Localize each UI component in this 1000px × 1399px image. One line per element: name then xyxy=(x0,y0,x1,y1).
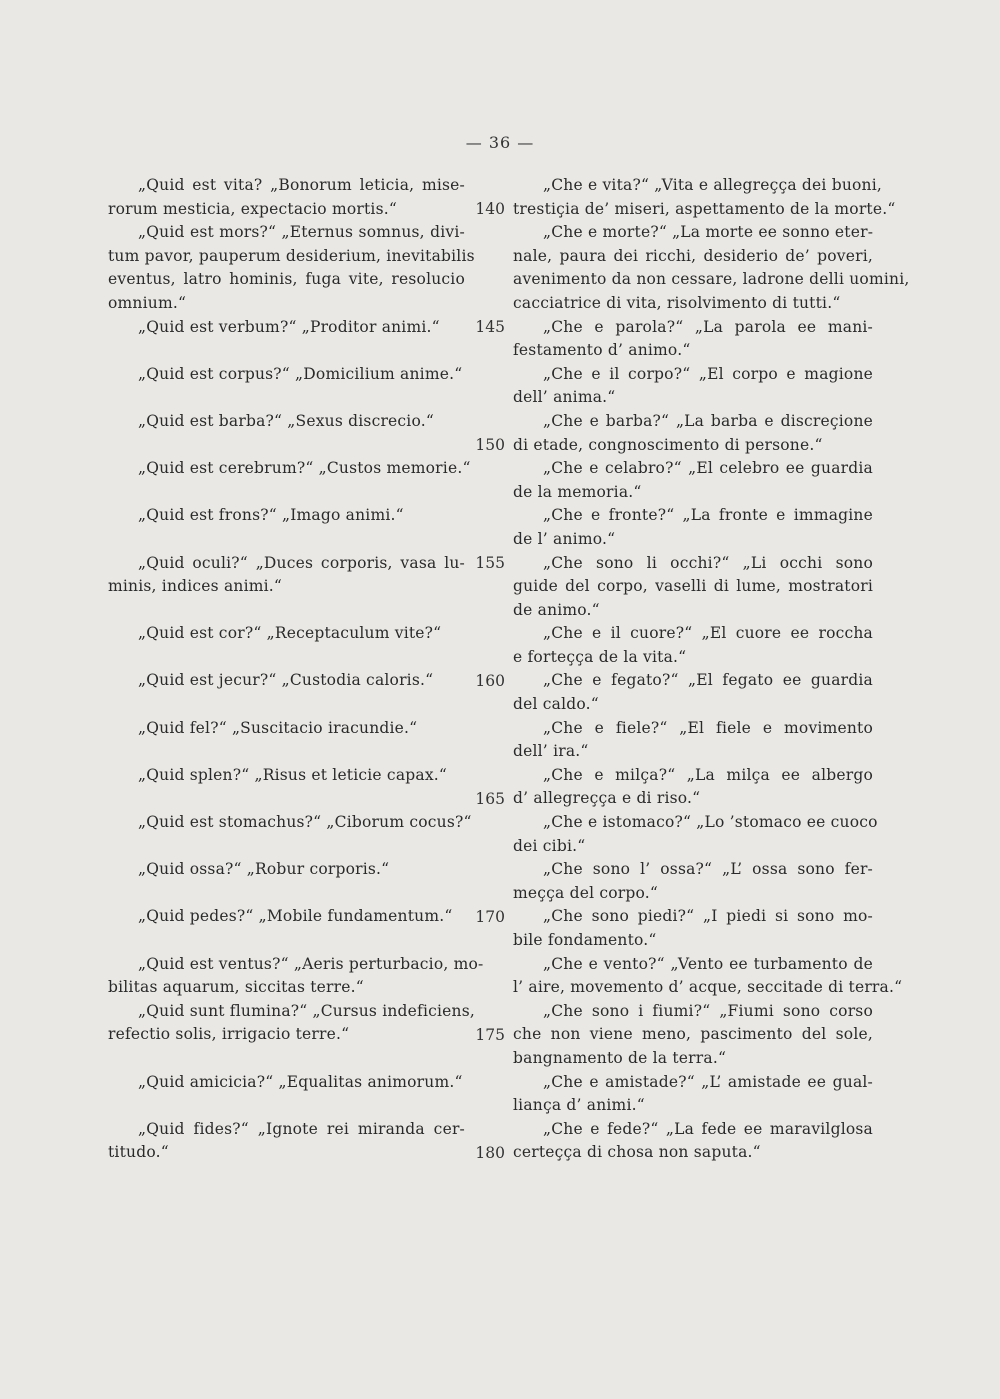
italian-text-line: di etade, congnoscimento di persone.“ xyxy=(513,435,823,454)
italian-text-line: dell’ anima.“ xyxy=(513,388,616,407)
italian-text-line: liança d’ animi.“ xyxy=(513,1096,645,1115)
latin-text-line: tum pavor, pauperum desiderium, inevitabilis xyxy=(108,246,475,265)
latin-text-line xyxy=(108,693,465,717)
italian-text-line: „Che sono l’ ossa?“ „L’ ossa sono fer- xyxy=(543,860,873,879)
latin-text-line: „Quid ossa?“ „Robur corporis.“ xyxy=(138,860,390,879)
italian-text-line: de animo.“ xyxy=(513,600,600,619)
italian-text-line: „Che sono piedi?“ „I piedi si sono mo- xyxy=(543,907,873,926)
italian-text-line: „Che e il corpo?“ „El corpo e magione xyxy=(543,364,873,383)
italian-text-line: bangnamento de la terra.“ xyxy=(513,1048,727,1067)
latin-text-line xyxy=(108,646,465,670)
italian-text-line: „Che e fede?“ „La fede ee maravilglosa xyxy=(543,1119,873,1138)
line-number: 140 xyxy=(475,199,505,218)
italian-text-line: „Che e morte?“ „La morte ee sonno eter- xyxy=(543,223,874,242)
italian-text-line: dei cibi.“ xyxy=(513,836,586,855)
italian-text-line: certeçça di chosa non saputa.“ xyxy=(513,1143,761,1162)
page-number: — 36 — xyxy=(465,133,535,152)
italian-text-line: dell’ ira.“ xyxy=(513,742,589,761)
italian-text-line: „Che e milça?“ „La milça ee albergo xyxy=(543,765,873,784)
latin-text-line: „Quid est cerebrum?“ „Custos memorie.“ xyxy=(138,459,471,478)
latin-text-line: „Quid est frons?“ „Imago animi.“ xyxy=(138,506,404,525)
italian-text-line: „Che e parola?“ „La parola ee mani- xyxy=(543,317,873,336)
italian-column xyxy=(513,174,910,1165)
latin-text-line: „Quid pedes?“ „Mobile fundamentum.“ xyxy=(138,907,453,926)
latin-text-line: omnium.“ xyxy=(108,293,187,312)
italian-text-line: „Che e istomaco?“ „Lo ’stomaco ee cuoco xyxy=(543,813,878,832)
italian-text-line: meçça del corpo.“ xyxy=(513,883,659,902)
latin-text-line: „Quid est corpus?“ „Domicilium anime.“ xyxy=(138,364,463,383)
latin-column xyxy=(108,174,484,1165)
italian-text-line: cacciatrice di vita, risolvimento di tutti.“ xyxy=(513,293,841,312)
line-number: 180 xyxy=(475,1143,505,1162)
latin-text-line: „Quid fides?“ „Ignote rei miranda cer- xyxy=(138,1119,465,1138)
latin-text-line: „Quid est ventus?“ „Aeris perturbacio, mo- xyxy=(138,954,484,973)
italian-text-line: „Che e amistade?“ „L’ amistade ee gual- xyxy=(543,1072,873,1091)
italian-text-line: del caldo.“ xyxy=(513,695,599,714)
line-number: 160 xyxy=(475,671,505,690)
latin-text-line xyxy=(108,929,465,953)
italian-text-line: „Che e celabro?“ „El celebro ee guardia xyxy=(543,459,873,478)
italian-text-line: „Che e il cuore?“ „El cuore ee roccha xyxy=(543,624,873,643)
latin-text-line xyxy=(108,528,465,552)
latin-text-line xyxy=(108,434,465,458)
latin-text-line: titudo.“ xyxy=(108,1143,169,1162)
italian-text-line: l’ aire, movemento d’ acque, seccitade di terra.“ xyxy=(513,978,903,997)
italian-text-line: de l’ animo.“ xyxy=(513,529,616,548)
latin-text-line: „Quid est vita? „Bonorum leticia, mise- xyxy=(138,176,465,194)
latin-text-line: rorum mesticia, expectacio mortis.“ xyxy=(108,199,397,218)
line-number: 150 xyxy=(475,435,505,454)
latin-text-line: „Quid est barba?“ „Sexus discrecio.“ xyxy=(138,411,434,430)
latin-text-line xyxy=(108,1047,465,1071)
latin-text-line xyxy=(108,882,465,906)
latin-text-line: „Quid fel?“ „Suscitacio iracundie.“ xyxy=(138,718,418,737)
latin-text-line: „Quid est mors?“ „Eternus somnus, divi- xyxy=(138,223,465,242)
italian-text-line: „Che e fiele?“ „El fiele e movimento xyxy=(543,718,873,737)
italian-text-line: che non viene meno, pascimento del sole, xyxy=(513,1025,873,1044)
latin-text-line xyxy=(108,481,465,505)
line-number: 165 xyxy=(475,789,505,808)
italian-text-line: „Che sono li occhi?“ „Li occhi sono xyxy=(543,553,873,572)
italian-text-line: „Che e fronte?“ „La fronte e immagine xyxy=(543,506,873,525)
latin-text-line xyxy=(108,386,465,410)
latin-text-line xyxy=(108,339,465,363)
latin-text-line xyxy=(108,1094,465,1118)
latin-text-line: „Quid amicicia?“ „Equalitas animorum.“ xyxy=(138,1072,463,1091)
line-number: 175 xyxy=(475,1025,505,1044)
latin-text-line: „Quid est stomachus?“ „Ciborum cocus?“ xyxy=(138,813,472,832)
italian-text-line: guide del corpo, vaselli di lume, mostratori xyxy=(513,577,873,596)
line-number: 170 xyxy=(475,907,505,926)
italian-text-line: nale, paura dei ricchi, desiderio de’ poveri, xyxy=(513,246,873,265)
italian-text-line: festamento d’ animo.“ xyxy=(513,341,691,360)
latin-text-line: „Quid sunt flumina?“ „Cursus indeficiens, xyxy=(138,1001,476,1020)
italian-text-line: „Che sono i fiumi?“ „Fiumi sono corso xyxy=(543,1001,873,1020)
latin-text-line: eventus, latro hominis, fuga vite, resolucio xyxy=(108,270,465,289)
italian-text-line: avenimento da non cessare, ladrone delli uomini, xyxy=(513,270,910,289)
latin-text-line xyxy=(108,835,465,859)
italian-text-line: „Che e fegato?“ „El fegato ee guardia xyxy=(543,671,873,690)
latin-text-line xyxy=(108,599,465,623)
italian-text-line: „Che e barba?“ „La barba e discreçione xyxy=(543,411,873,430)
latin-text-line xyxy=(108,740,465,764)
latin-text-line: „Quid oculi?“ „Duces corporis, vasa lu- xyxy=(138,553,465,572)
latin-text-line: bilitas aquarum, siccitas terre.“ xyxy=(108,978,364,997)
italian-text-line: e forteçça de la vita.“ xyxy=(513,647,687,666)
latin-text-line: „Quid splen?“ „Risus et leticie capax.“ xyxy=(138,765,448,784)
latin-text-line: „Quid est jecur?“ „Custodia caloris.“ xyxy=(138,671,434,690)
italian-text-line: „Che e vento?“ „Vento ee turbamento de xyxy=(543,954,873,973)
latin-text-line: „Quid est cor?“ „Receptaculum vite?“ xyxy=(138,624,442,643)
italian-text-line: de la memoria.“ xyxy=(513,482,642,501)
latin-text-line: „Quid est verbum?“ „Proditor animi.“ xyxy=(138,317,440,336)
latin-text-line: minis, indices animi.“ xyxy=(108,577,283,596)
latin-text-line: refectio solis, irrigacio terre.“ xyxy=(108,1025,350,1044)
italian-text-line: d’ allegreçça e di riso.“ xyxy=(513,789,701,808)
italian-text-line: trestiçia de’ miseri, aspettamento de la morte.“ xyxy=(513,199,896,218)
italian-text-line: „Che e vita?“ „Vita e allegreçça dei buoni, xyxy=(543,176,883,194)
italian-text-line: bile fondamento.“ xyxy=(513,931,657,949)
line-number: 145 xyxy=(475,317,505,336)
latin-text-line xyxy=(108,787,465,811)
line-number: 155 xyxy=(475,553,505,572)
